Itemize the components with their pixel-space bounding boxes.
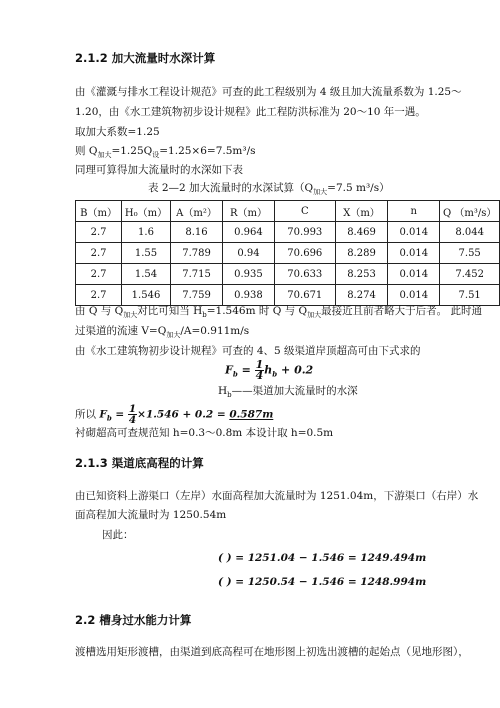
table-cell: 8.044 [440, 222, 500, 243]
table-cell: 0.935 [223, 264, 275, 285]
table-cell: 0.014 [388, 285, 440, 306]
paragraph-line: 因此： [102, 529, 134, 541]
paragraph-line: 渡槽选用矩形渡槽，由渠道到底高程可在地形图上初选出渡槽的起始点（见地形图）， [75, 646, 469, 658]
water-depth-table [75, 200, 500, 306]
text-fragment: 则 Q [75, 145, 98, 157]
text-fragment: /A=0.911m/s [180, 325, 250, 337]
fraction-denominator: 4 [255, 369, 264, 382]
table-cell: 7.759 [170, 285, 222, 306]
subscript: b [202, 311, 207, 320]
paragraph-line: 衬砌超高可查规范知 h=0.3～0.8m 本设计取 h=0.5m [75, 427, 334, 439]
paragraph-line: 同理可算得加大流量时的水深如下表 [75, 164, 243, 176]
section-title-2-2: 2.2 槽身过水能力计算 [75, 613, 192, 627]
table-cell: 8.16 [170, 222, 222, 243]
table-cell: 1.6 [122, 222, 171, 243]
subscript: b [106, 413, 112, 423]
subscript: b [232, 369, 238, 379]
table-header-cell: A（m²） [170, 201, 222, 222]
fraction-numerator: 1 [255, 358, 264, 371]
subscript: 加大 [123, 311, 138, 320]
table-cell: 7.789 [170, 243, 222, 264]
text-fragment: 最接近且前者略大于后者。 此时通 [321, 305, 482, 317]
table-cell: 0.014 [388, 222, 440, 243]
text-fragment: =1.25Q [111, 145, 153, 157]
table-row [76, 243, 500, 264]
formula-line [75, 324, 249, 342]
section-title-2-1-2: 2.1.2 加大流量时水深计算 [75, 51, 216, 65]
text-fragment: 表 2—2 加大流量时的水深试算（Q [148, 182, 314, 194]
text-fragment: 所以 [75, 408, 100, 421]
text-fragment: 过渠道的流速 V=Q [75, 325, 167, 337]
text-fragment: H [218, 385, 228, 397]
table-row [76, 285, 500, 306]
table-cell: 8.274 [335, 285, 387, 306]
table-cell: 7.55 [440, 243, 500, 264]
table-cell: 2.7 [76, 264, 122, 285]
subscript: 加大 [313, 188, 328, 197]
table-header-cell: B（m） [76, 201, 122, 222]
text-fragment: =1.25×6=7.5m³/s [159, 145, 256, 157]
table-header-row [76, 201, 500, 222]
formula-line [75, 144, 256, 162]
table-cell: 8.469 [335, 222, 387, 243]
bottom-elevation-equation-upstream: ( ) = 1251.04 − 1.546 = 1249.494m [218, 552, 427, 564]
subscript: b [272, 369, 278, 379]
table-cell: 0.94 [223, 243, 275, 264]
table-cell: 0.964 [223, 222, 275, 243]
bottom-elevation-equation-downstream: ( ) = 1250.54 − 1.546 = 1248.994m [218, 576, 427, 588]
formula-symbol: = [111, 408, 128, 421]
table-cell: 2.7 [76, 243, 122, 264]
text-fragment: =1.546m 时 Q 与 Q [206, 305, 308, 317]
table-cell: 7.452 [440, 264, 500, 285]
table-cell: 70.696 [274, 243, 335, 264]
text-fragment: ——渠道加大流量时的水深 [231, 385, 358, 397]
paragraph-line: 由已知资料上游渠口（左岸）水面高程加大流量时为 1251.04m，下游渠口（右岸）水 [75, 490, 479, 502]
subscript: 加大 [97, 151, 112, 160]
text-fragment: 对比可知当 H [137, 305, 203, 317]
paragraph-line: 1.20，由《水工建筑物初步设计规程》此工程防洪标准为 20～10 年一遇。 [75, 106, 426, 118]
table-cell: 1.546 [122, 285, 171, 306]
paragraph-line: 取加大系数=1.25 [75, 126, 160, 138]
table-cell: 70.671 [274, 285, 335, 306]
text-fragment: =7.5 m³/s） [327, 182, 390, 194]
paragraph-line: 面高程加大流量时为 1250.54m [75, 509, 227, 521]
table-header-cell: R（m） [223, 201, 275, 222]
table-header-cell: X（m） [335, 201, 387, 222]
subscript: b [227, 391, 232, 400]
formula-symbol: = [241, 363, 251, 377]
table-header-cell: C [274, 201, 335, 222]
formula-line [75, 304, 482, 322]
table-cell: 0.014 [388, 243, 440, 264]
table-cell: 1.55 [122, 243, 171, 264]
table-cell: 8.253 [335, 264, 387, 285]
result-value: 0.587m [229, 408, 274, 421]
table-cell: 2.7 [76, 222, 122, 243]
freeboard-result [75, 404, 273, 426]
freeboard-formula [225, 360, 313, 381]
table-cell: 70.633 [274, 264, 335, 285]
fraction-numerator: 1 [128, 403, 137, 415]
subscript: 设 [152, 151, 160, 160]
table-cell: 1.54 [122, 264, 171, 285]
text-fragment: 由 Q 与 Q [75, 305, 124, 317]
table-cell: 8.289 [335, 243, 387, 264]
paragraph-line: 由《水工建筑物初步设计规程》可查的 4、5 级渠道岸顶超高可由下式求的 [75, 345, 421, 357]
section-title-2-1-3: 2.1.3 渠道底高程的计算 [75, 456, 204, 470]
fraction [128, 404, 137, 425]
table-cell: 2.7 [76, 285, 122, 306]
subscript: 加大 [166, 331, 181, 340]
paragraph-line: 由《灌溉与排水工程设计规范》可查的此工程级别为 4 级且加大流量系数为 1.25～ [75, 86, 462, 98]
fraction-denominator: 4 [128, 414, 137, 426]
table-cell: 0.014 [388, 264, 440, 285]
formula-symbol: ×1.546 + 0.2 = [137, 408, 230, 421]
table-cell: 0.938 [223, 285, 275, 306]
table-caption [148, 181, 390, 199]
formula-symbol: + 0.2 [281, 363, 314, 377]
subscript: 加大 [307, 311, 322, 320]
formula-symbol: h [264, 363, 273, 377]
table-header-cell: H₀（m） [122, 201, 171, 222]
table-header-cell: n [388, 201, 440, 222]
table-row [76, 222, 500, 243]
table-cell: 7.51 [440, 285, 500, 306]
table-header-cell: Q （m³/s） [440, 201, 500, 222]
formula-symbol: F [99, 408, 107, 421]
formula-symbol: F [225, 363, 233, 377]
table-row [76, 264, 500, 285]
hb-definition [218, 384, 358, 402]
table-cell: 7.715 [170, 264, 222, 285]
fraction [255, 360, 265, 381]
table-cell: 70.993 [274, 222, 335, 243]
